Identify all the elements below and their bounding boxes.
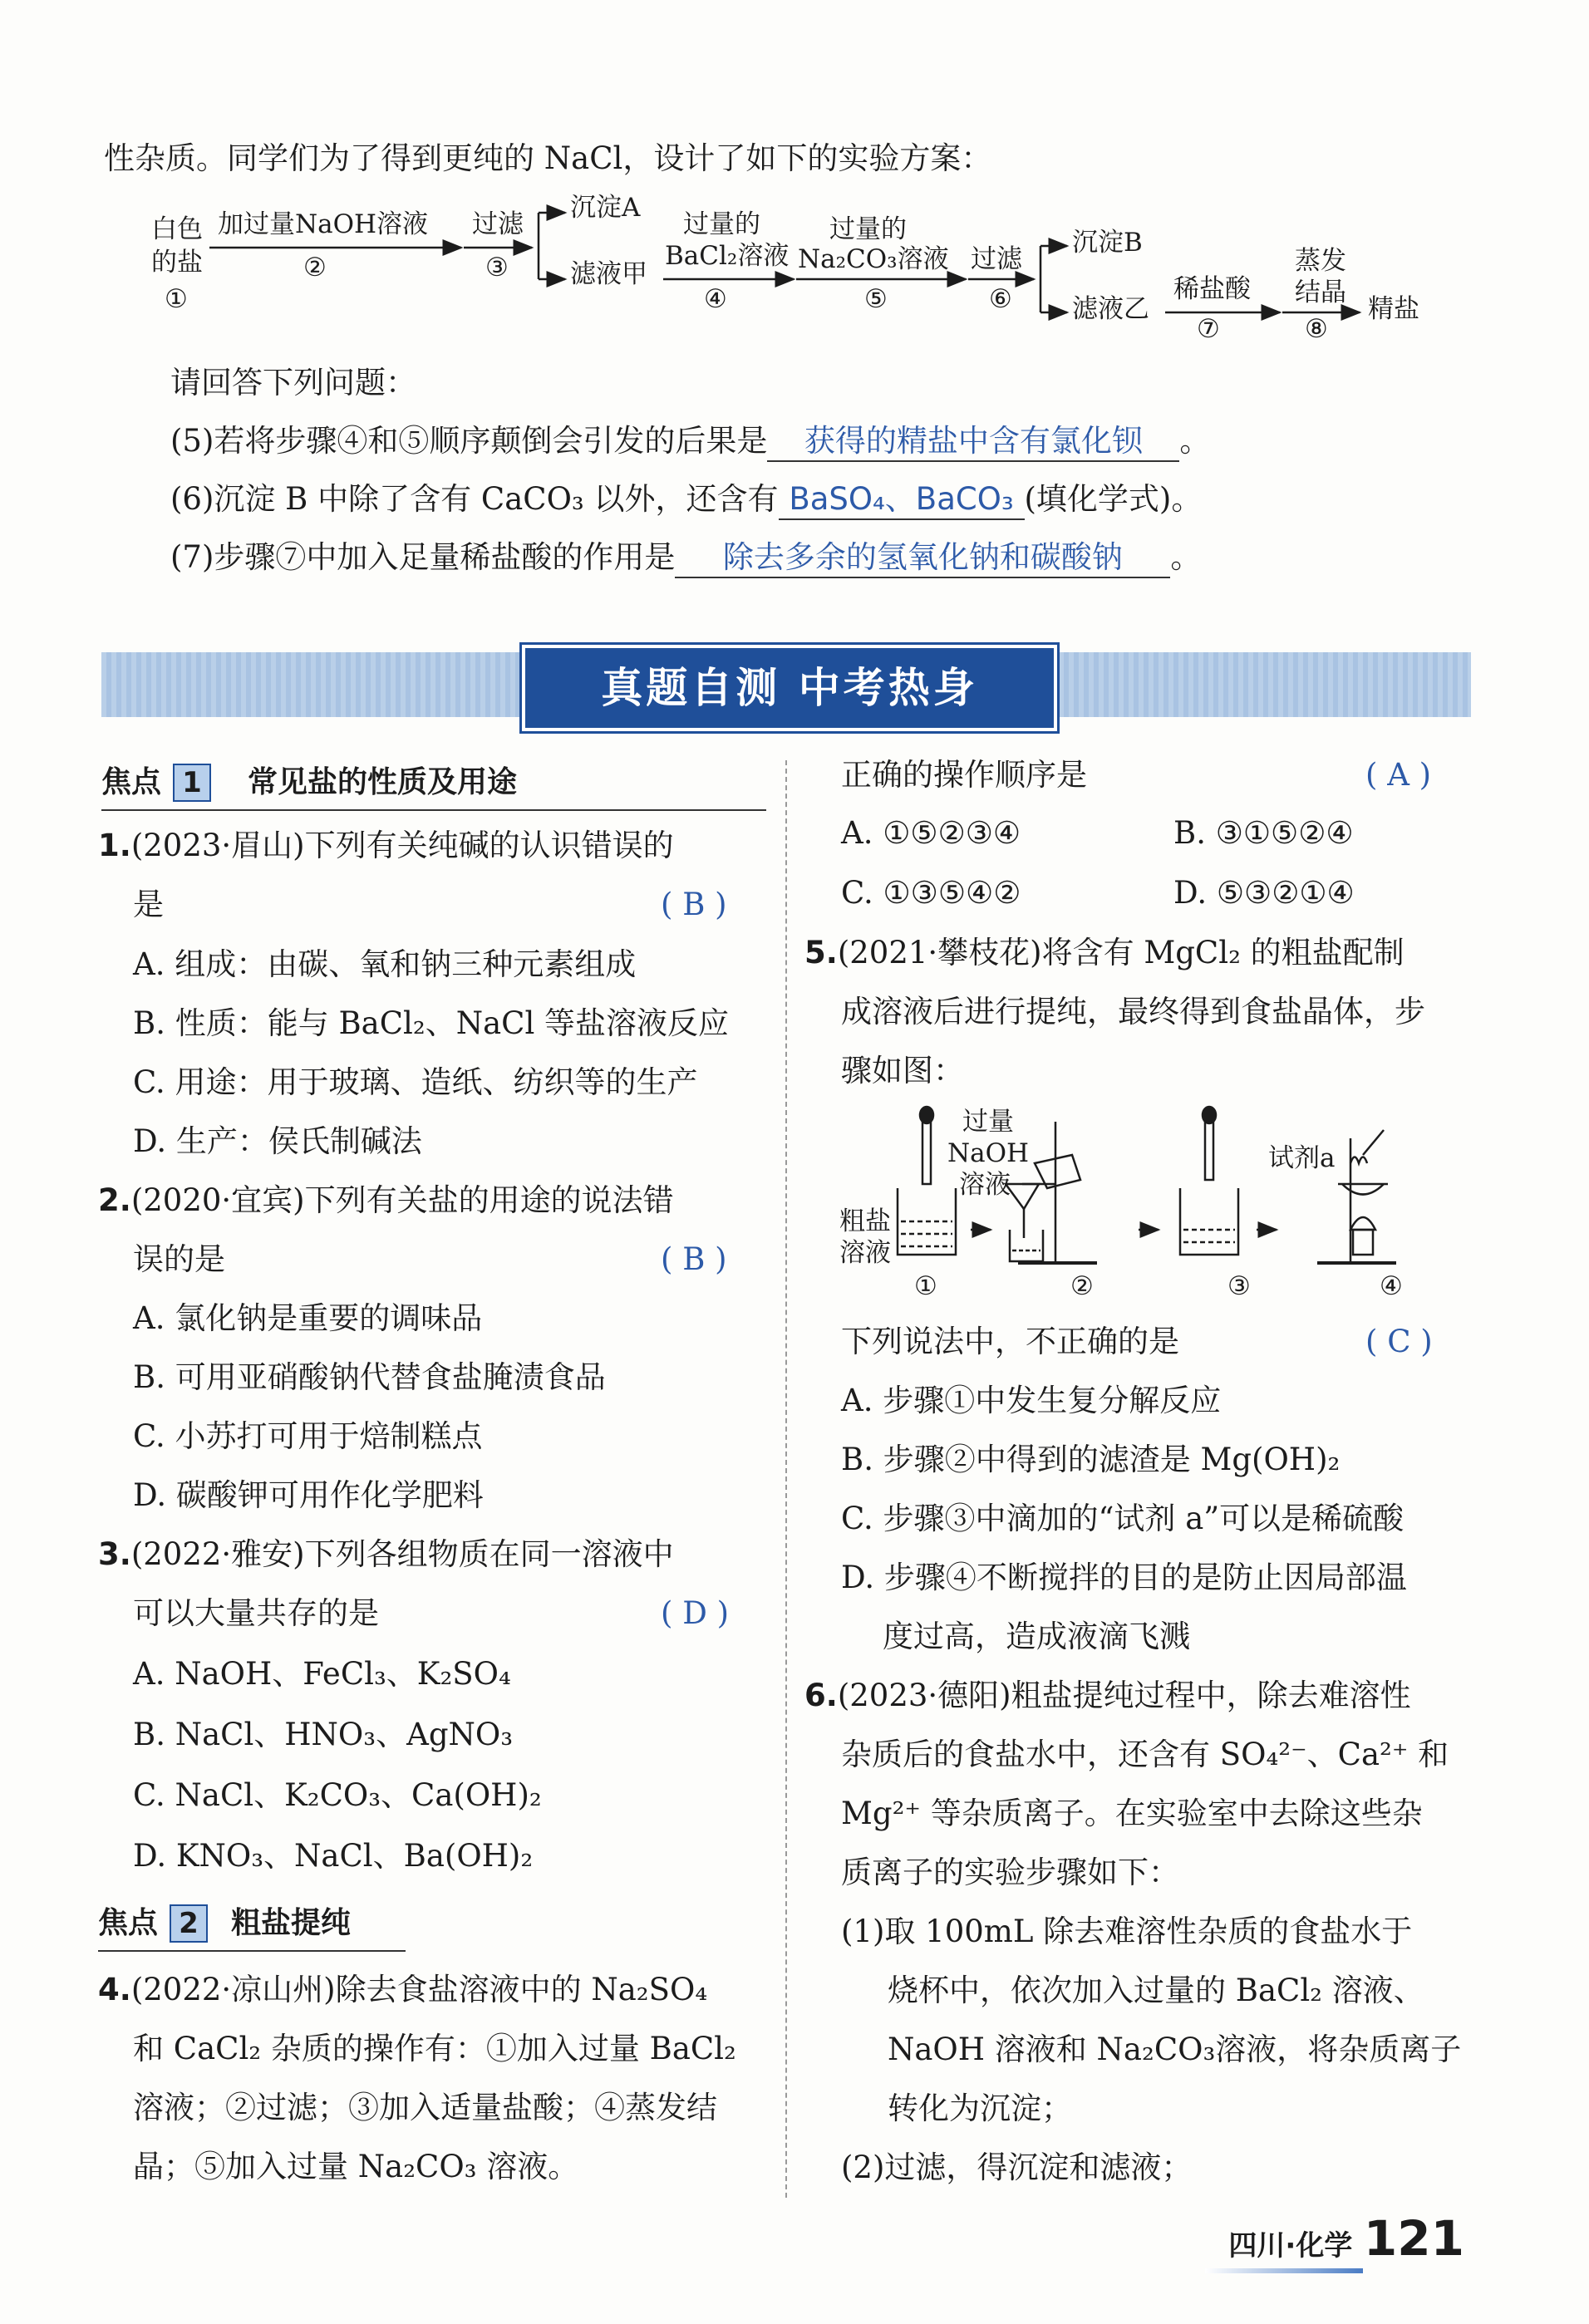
rq5-line2: 成溶液后进行提纯，最终得到食盐晶体，步 — [841, 994, 1425, 1029]
rq6-line1 — [804, 1677, 1411, 1715]
question-6 — [170, 480, 1202, 520]
rq5-option-c: C. 步骤③中滴加的“试剂 a”可以是稀硫酸 — [841, 1501, 1405, 1536]
q1-answer: ( B ) — [661, 887, 727, 922]
page-footer — [1228, 2210, 1464, 2267]
rq6-line2: 杂质后的食盐水中，还含有 SO₄²⁻、Ca²⁺ 和 — [841, 1737, 1449, 1772]
flow-start-line2: 的盐 — [151, 248, 203, 278]
q2-stem: (2020·宜宾)下列有关盐的用途的说法错 — [130, 1182, 674, 1218]
q2-option-a: A. 氯化钠是重要的调味品 — [133, 1300, 483, 1336]
q1-option-b: B. 性质：能与 BaCl₂、NaCl 等盐溶液反应 — [133, 1005, 730, 1041]
flow-step5-label2: Na₂CO₃溶液 — [798, 244, 949, 274]
q4-line3: 溶液；②过滤；③加入适量盐酸；④蒸发结 — [133, 2090, 717, 2125]
q5-prompt: (5)若将步骤④和⑤顺序颠倒会引发的后果是 — [170, 423, 768, 459]
q4-cont-line: 正确的操作顺序是 — [841, 757, 1087, 793]
flow-step7-num: ⑦ — [1197, 314, 1220, 344]
flow-step4-label2: BaCl₂溶液 — [665, 241, 790, 271]
rq5-option-a: A. 步骤①中发生复分解反应 — [841, 1383, 1222, 1418]
q3-option-b: B. NaCl、HNO₃、AgNO₃ — [133, 1717, 514, 1752]
footer-accent — [1205, 2268, 1363, 2273]
question-5 — [170, 422, 1210, 462]
q6-prompt: (6)沉淀 B 中除了含有 CaCO₃ 以外，还含有 — [170, 481, 779, 517]
q3-number: 3. — [98, 1536, 131, 1572]
q7-prompt: (7)步骤⑦中加入足量稀盐酸的作用是 — [170, 539, 676, 575]
flow-end: 精盐 — [1368, 294, 1419, 324]
fig-naoh-label1: 过量 — [962, 1107, 1014, 1137]
fig-crude-label2: 溶液 — [839, 1238, 891, 1268]
focus-2-rule — [98, 1950, 406, 1952]
focus-2-number: 2 — [170, 1904, 208, 1943]
q2-number: 2. — [98, 1182, 131, 1218]
q1-option-d: D. 生产：侯氏制碱法 — [133, 1123, 422, 1159]
q4-line1 — [98, 1971, 707, 2009]
q4-option-d: D. ⑤③②①④ — [1173, 875, 1355, 911]
flow-step5-num: ⑤ — [864, 284, 888, 314]
q5-end: 。 — [1179, 423, 1211, 459]
q3-line1 — [98, 1535, 674, 1574]
apparatus-drawing — [831, 1105, 1479, 1280]
q6-end: (填化学式)。 — [1024, 481, 1203, 517]
q5-answer: 获得的精盐中含有氯化钡 — [767, 422, 1179, 462]
q1-number: 1. — [98, 828, 131, 863]
flow-step5-label1: 过量的 — [829, 214, 907, 244]
flow-filtrate-b: 滤液乙 — [1072, 294, 1149, 324]
q2-answer: ( B ) — [661, 1241, 727, 1277]
rq6-step1-line2: 烧杯中，依次加入过量的 BaCl₂ 溶液、 — [888, 1973, 1424, 2008]
flow-step6-num: ⑥ — [989, 284, 1012, 314]
q4-stem: (2022·凉山州)除去食盐溶液中的 Na₂SO₄ — [130, 1972, 708, 2007]
q3-option-c: C. NaCl、K₂CO₃、Ca(OH)₂ — [133, 1777, 542, 1813]
fig-naoh-label3: 溶液 — [959, 1170, 1011, 1200]
rq5-number: 5. — [804, 935, 838, 970]
footer-region: 四川·化学 — [1228, 2229, 1353, 2263]
section-banner: 真题自测 中考热身 — [522, 645, 1057, 731]
flow-filtrate-a: 滤液甲 — [570, 259, 647, 289]
q3-answer: ( D ) — [661, 1595, 730, 1631]
q1-stem: (2023·眉山)下列有关纯碱的认识错误的 — [130, 828, 674, 863]
q7-end: 。 — [1170, 539, 1202, 575]
fig-step3: ③ — [1227, 1271, 1251, 1301]
q1-option-c: C. 用途：用于玻璃、造纸、纺织等的生产 — [133, 1064, 698, 1100]
rq5-answer: ( C ) — [1365, 1324, 1433, 1359]
fig-reagent-label: 试剂a — [1268, 1143, 1336, 1173]
fig-naoh-label2: NaOH — [947, 1138, 1030, 1168]
rq6-step1-line4: 转化为沉淀； — [888, 2091, 1072, 2126]
rq5-option-b: B. 步骤②中得到的滤渣是 Mg(OH)₂ — [841, 1442, 1341, 1477]
rq6-line4: 质离子的实验步骤如下： — [841, 1855, 1179, 1890]
q4-number: 4. — [98, 1972, 131, 2007]
q2-line1 — [98, 1182, 674, 1220]
fig-step4: ④ — [1380, 1271, 1403, 1301]
rq6-step1-line3: NaOH 溶液和 Na₂CO₃溶液，将杂质离子 — [888, 2032, 1462, 2067]
focus-1-rule — [101, 809, 766, 811]
fig-step1: ① — [914, 1271, 937, 1301]
flow-step8-label1: 蒸发 — [1295, 246, 1346, 276]
flow-step3-label: 过滤 — [472, 209, 524, 239]
q3-stem: (2022·雅安)下列各组物质在同一溶液中 — [130, 1536, 674, 1572]
q4-line4: 晶；⑤加入过量 Na₂CO₃ 溶液。 — [133, 2149, 579, 2184]
column-divider — [785, 760, 787, 2198]
page-number: 121 — [1363, 2210, 1464, 2267]
rq6-step1: (1)取 100mL 除去难溶性杂质的食盐水于 — [841, 1914, 1413, 1949]
fig-step2: ② — [1070, 1271, 1094, 1301]
flow-step2-num: ② — [303, 253, 327, 283]
flow-step6-label: 过滤 — [971, 244, 1022, 274]
focus-1-heading — [101, 763, 517, 803]
q6-answer: BaSO₄、BaCO₃ — [779, 480, 1025, 520]
intro-text: 性杂质。同学们为了得到更纯的 NaCl，设计了如下的实验方案： — [104, 140, 992, 176]
q4-answer: ( A ) — [1365, 757, 1432, 793]
flow-step3-num: ③ — [485, 253, 509, 283]
q3-option-a: A. NaOH、FeCl₃、K₂SO₄ — [133, 1656, 511, 1692]
focus-2-title: 粗盐提纯 — [231, 1906, 352, 1940]
flow-step7-label: 稀盐酸 — [1173, 274, 1251, 304]
q1-line2: 是 — [133, 887, 164, 922]
flow-step4-label1: 过量的 — [683, 209, 760, 239]
q4-option-b: B. ③①⑤②④ — [1173, 815, 1354, 851]
focus-1-number: 1 — [173, 764, 211, 802]
q4-option-a: A. ①⑤②③④ — [841, 815, 1021, 851]
rq5-line1 — [804, 934, 1405, 972]
flow-start-line1: 白色 — [151, 214, 203, 244]
q2-line2: 误的是 — [133, 1241, 225, 1277]
q1-option-a: A. 组成：由碳、氧和钠三种元素组成 — [133, 946, 637, 982]
q3-option-d: D. KNO₃、NaCl、Ba(OH)₂ — [133, 1838, 534, 1874]
rq6-step2: (2)过滤，得沉淀和滤液； — [841, 2150, 1193, 2185]
rq6-stem: (2023·德阳)粗盐提纯过程中，除去难溶性 — [837, 1678, 1411, 1713]
q4-option-c: C. ①③⑤④② — [841, 875, 1021, 911]
rq6-line3: Mg²⁺ 等杂质离子。在实验室中去除这些杂 — [841, 1796, 1423, 1831]
focus-1-title: 常见盐的性质及用途 — [248, 765, 518, 799]
rq5-option-d-cont: 度过高，造成液滴飞溅 — [883, 1619, 1190, 1654]
flow-step2-label: 加过量NaOH溶液 — [218, 209, 429, 239]
rq5-stem2: 下列说法中，不正确的是 — [841, 1324, 1179, 1359]
question-7 — [170, 538, 1201, 578]
flow-step4-num: ④ — [704, 284, 727, 314]
questions-intro: 请回答下列问题： — [170, 365, 416, 400]
q2-option-c: C. 小苏打可用于焙制糕点 — [133, 1418, 483, 1454]
flow-step8-label2: 结晶 — [1295, 278, 1346, 307]
q7-answer: 除去多余的氢氧化钠和碳酸钠 — [675, 538, 1170, 578]
focus-1-label: 焦点 — [101, 765, 162, 799]
flow-arrows — [0, 0, 1589, 349]
rq5-option-d: D. 步骤④不断搅拌的目的是防止因局部温 — [841, 1560, 1407, 1595]
flow-precipitate-a: 沉淀A — [570, 193, 641, 223]
rq5-stem: (2021·攀枝花)将含有 MgCl₂ 的粗盐配制 — [837, 935, 1405, 970]
q2-option-d: D. 碳酸钾可用作化学肥料 — [133, 1477, 484, 1513]
flow-step8-num: ⑧ — [1305, 314, 1328, 344]
rq5-line3: 骤如图： — [841, 1053, 964, 1088]
flow-start-num: ① — [165, 284, 188, 314]
q2-option-b: B. 可用亚硝酸钠代替食盐腌渍食品 — [133, 1359, 606, 1395]
focus-2-label: 焦点 — [98, 1906, 159, 1940]
fig-crude-label1: 粗盐 — [839, 1206, 891, 1236]
flow-precipitate-b: 沉淀B — [1072, 228, 1143, 258]
q3-line2: 可以大量共存的是 — [133, 1595, 379, 1631]
focus-2-heading — [98, 1904, 351, 1943]
q1-line1 — [98, 827, 674, 865]
rq6-number: 6. — [804, 1678, 838, 1713]
q4-line2: 和 CaCl₂ 杂质的操作有：①加入过量 BaCl₂ — [133, 2031, 736, 2066]
